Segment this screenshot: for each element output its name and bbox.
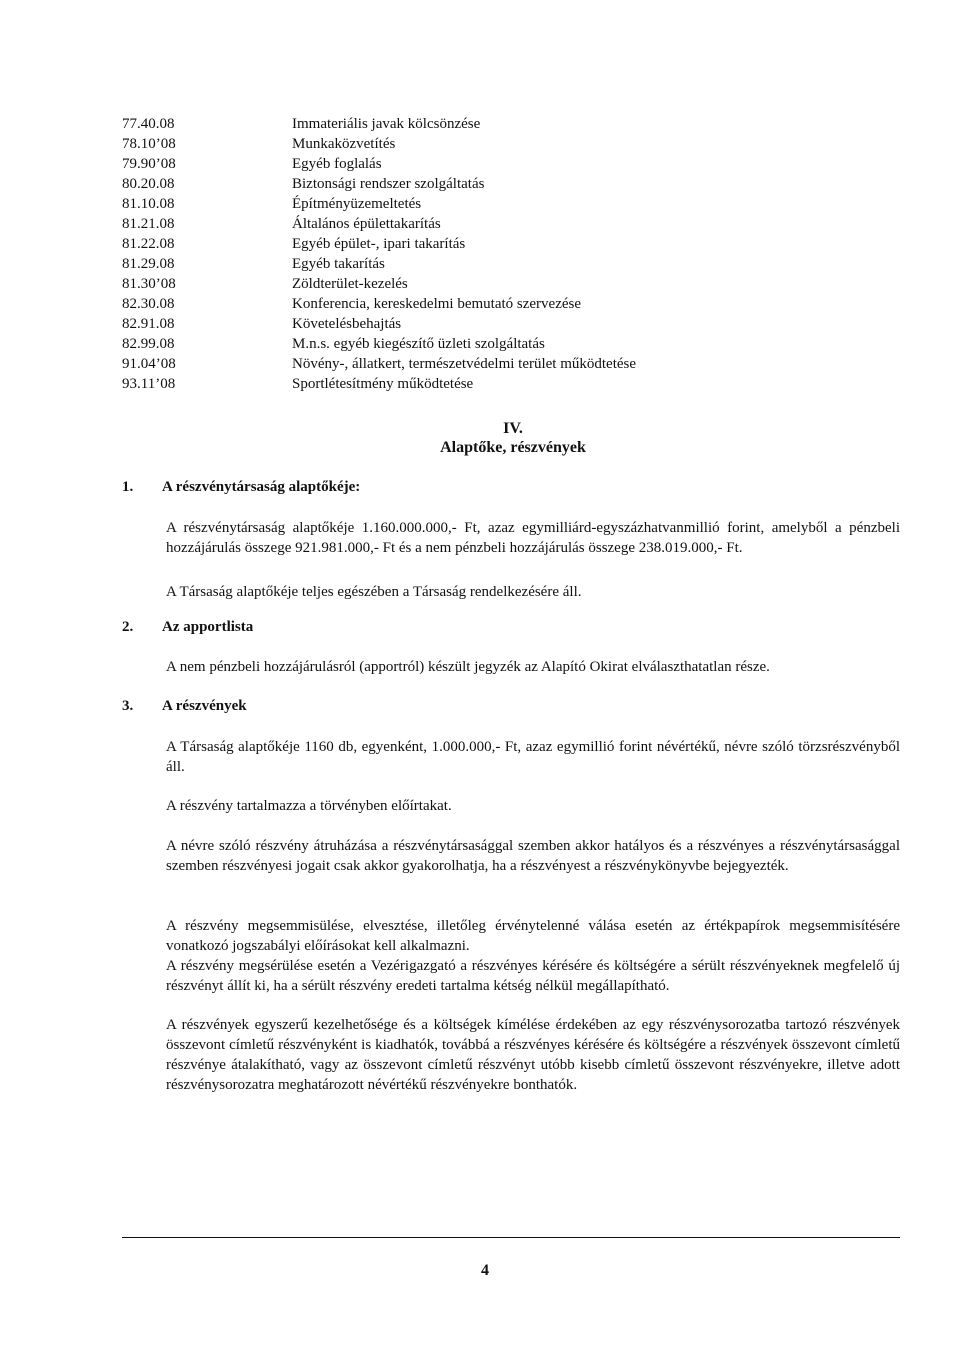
activity-row [122, 294, 960, 314]
section-number: 3. [122, 698, 134, 714]
activity-row [122, 134, 960, 154]
activity-row [122, 254, 960, 274]
activity-description: Munkaközvetítés [292, 136, 396, 152]
activity-row [122, 334, 960, 354]
paragraph-apport: A nem pénzbeli hozzájárulásról (apportról) készült jegyzék az Alapító Okirat elválaszthatatlan része. [166, 659, 770, 675]
section-number: 1. [122, 479, 134, 495]
footer-rule [122, 1237, 900, 1238]
section-title: Az apportlista [162, 619, 254, 635]
section-title: A részvénytársaság alaptőkéje: [162, 479, 361, 495]
chapter-number: IV. [503, 420, 523, 437]
activity-code: 82.30.08 [122, 296, 175, 312]
activity-description: Sportlétesítmény működtetése [292, 376, 474, 392]
paragraph-destruction: A részvény megsemmisülése, elvesztése, illetőleg érvénytelenné válása esetén az értékpapírok megsemmisítésére vonatkozó jogszabályi előírásokat kell alkalmazni. [166, 918, 900, 954]
activity-code: 93.11’08 [122, 376, 176, 392]
activity-description: Egyéb foglalás [292, 156, 382, 172]
paragraph-capital: A részvénytársaság alaptőkéje 1.160.000.000,- Ft, azaz egymilliárd-egyszázhatvanmillió forint, amelyből a pénzbeli hozzájárulás összege 921.981.000,- Ft és a nem pénzbeli hozzájárulás összege 238.019.000,- Ft. [166, 520, 900, 556]
section-heading [122, 619, 253, 636]
activity-description: Zöldterület-kezelés [292, 276, 408, 292]
activity-code: 81.21.08 [122, 216, 175, 232]
paragraph-consolidation: A részvények egyszerű kezelhetősége és a költségek kímélése érdekében az egy részvénysorozatba tartozó részvények összevont címletű részvényként is kiadhatók, továbbá a részvényes kérésére és költségére a részvények összevont címletű részvénye átalakítható, vagy az összevont címletű részvényt utóbb kisebb címletű összevont részvényekre, illetve adott részvénysorozatra meghatározott névértékű részvényekre bonthatók. [166, 1017, 900, 1093]
activity-code: 81.30’08 [122, 276, 176, 292]
page-number: 4 [481, 1262, 489, 1279]
activity-row [122, 314, 960, 334]
activity-code: 78.10’08 [122, 136, 176, 152]
activity-row [122, 354, 960, 374]
paragraph-damage: A részvény megsérülése esetén a Vezérigazgató a részvényes kérésére és költségére a sérült részvényeknek megfelelő új részvényt állít ki, ha a sérült részvény eredeti tartalma kétség nélkül megállapítható. [166, 958, 900, 994]
activity-code: 91.04’08 [122, 356, 176, 372]
activity-row [122, 174, 960, 194]
activity-code: 81.10.08 [122, 196, 175, 212]
activity-row [122, 274, 960, 294]
activity-description: Egyéb takarítás [292, 256, 385, 272]
activity-description: Építményüzemeltetés [292, 196, 422, 212]
activity-code-list [122, 114, 960, 394]
activity-code: 81.29.08 [122, 256, 175, 272]
activity-description: Konferencia, kereskedelmi bemutató szervezése [292, 296, 582, 312]
activity-code: 77.40.08 [122, 116, 175, 132]
paragraph-shares-content: A részvény tartalmazza a törvényben előírtakat. [166, 798, 452, 814]
activity-description: Általános épülettakarítás [292, 216, 441, 232]
section-number: 2. [122, 619, 134, 635]
activity-code: 82.99.08 [122, 336, 175, 352]
activity-row [122, 194, 960, 214]
section-heading [122, 479, 360, 496]
activity-description: Egyéb épület-, ipari takarítás [292, 236, 466, 252]
section-heading [122, 698, 247, 715]
activity-description: Immateriális javak kölcsönzése [292, 116, 481, 132]
activity-row [122, 154, 960, 174]
section-title: A részvények [162, 698, 247, 714]
paragraph-shares-count: A Társaság alaptőkéje 1160 db, egyenként, 1.000.000,- Ft, azaz egymillió forint névértékű, névre szóló törzsrészvényből áll. [166, 739, 900, 775]
activity-code: 82.91.08 [122, 316, 175, 332]
paragraph-transfer: A névre szóló részvény átruházása a részvénytársasággal szemben akkor hatályos és a részvényes a részvénytársasággal szemben részvényesi jogait csak akkor gyakorolhatja, ha a részvényest a részvénykönyvbe bejegyezték. [166, 838, 900, 874]
activity-description: M.n.s. egyéb kiegészítő üzleti szolgáltatás [292, 336, 545, 352]
activity-description: Biztonsági rendszer szolgáltatás [292, 176, 485, 192]
activity-description: Követelésbehajtás [292, 316, 402, 332]
paragraph-capital-available: A Társaság alaptőkéje teljes egészében a Társaság rendelkezésére áll. [166, 584, 582, 600]
activity-row [122, 374, 960, 394]
activity-row [122, 234, 960, 254]
chapter-title: Alaptőke, részvények [440, 439, 586, 456]
activity-row [122, 114, 960, 134]
activity-code: 81.22.08 [122, 236, 175, 252]
activity-code: 80.20.08 [122, 176, 175, 192]
activity-row [122, 214, 960, 234]
activity-code: 79.90’08 [122, 156, 176, 172]
activity-description: Növény-, állatkert, természetvédelmi terület működtetése [292, 356, 637, 372]
